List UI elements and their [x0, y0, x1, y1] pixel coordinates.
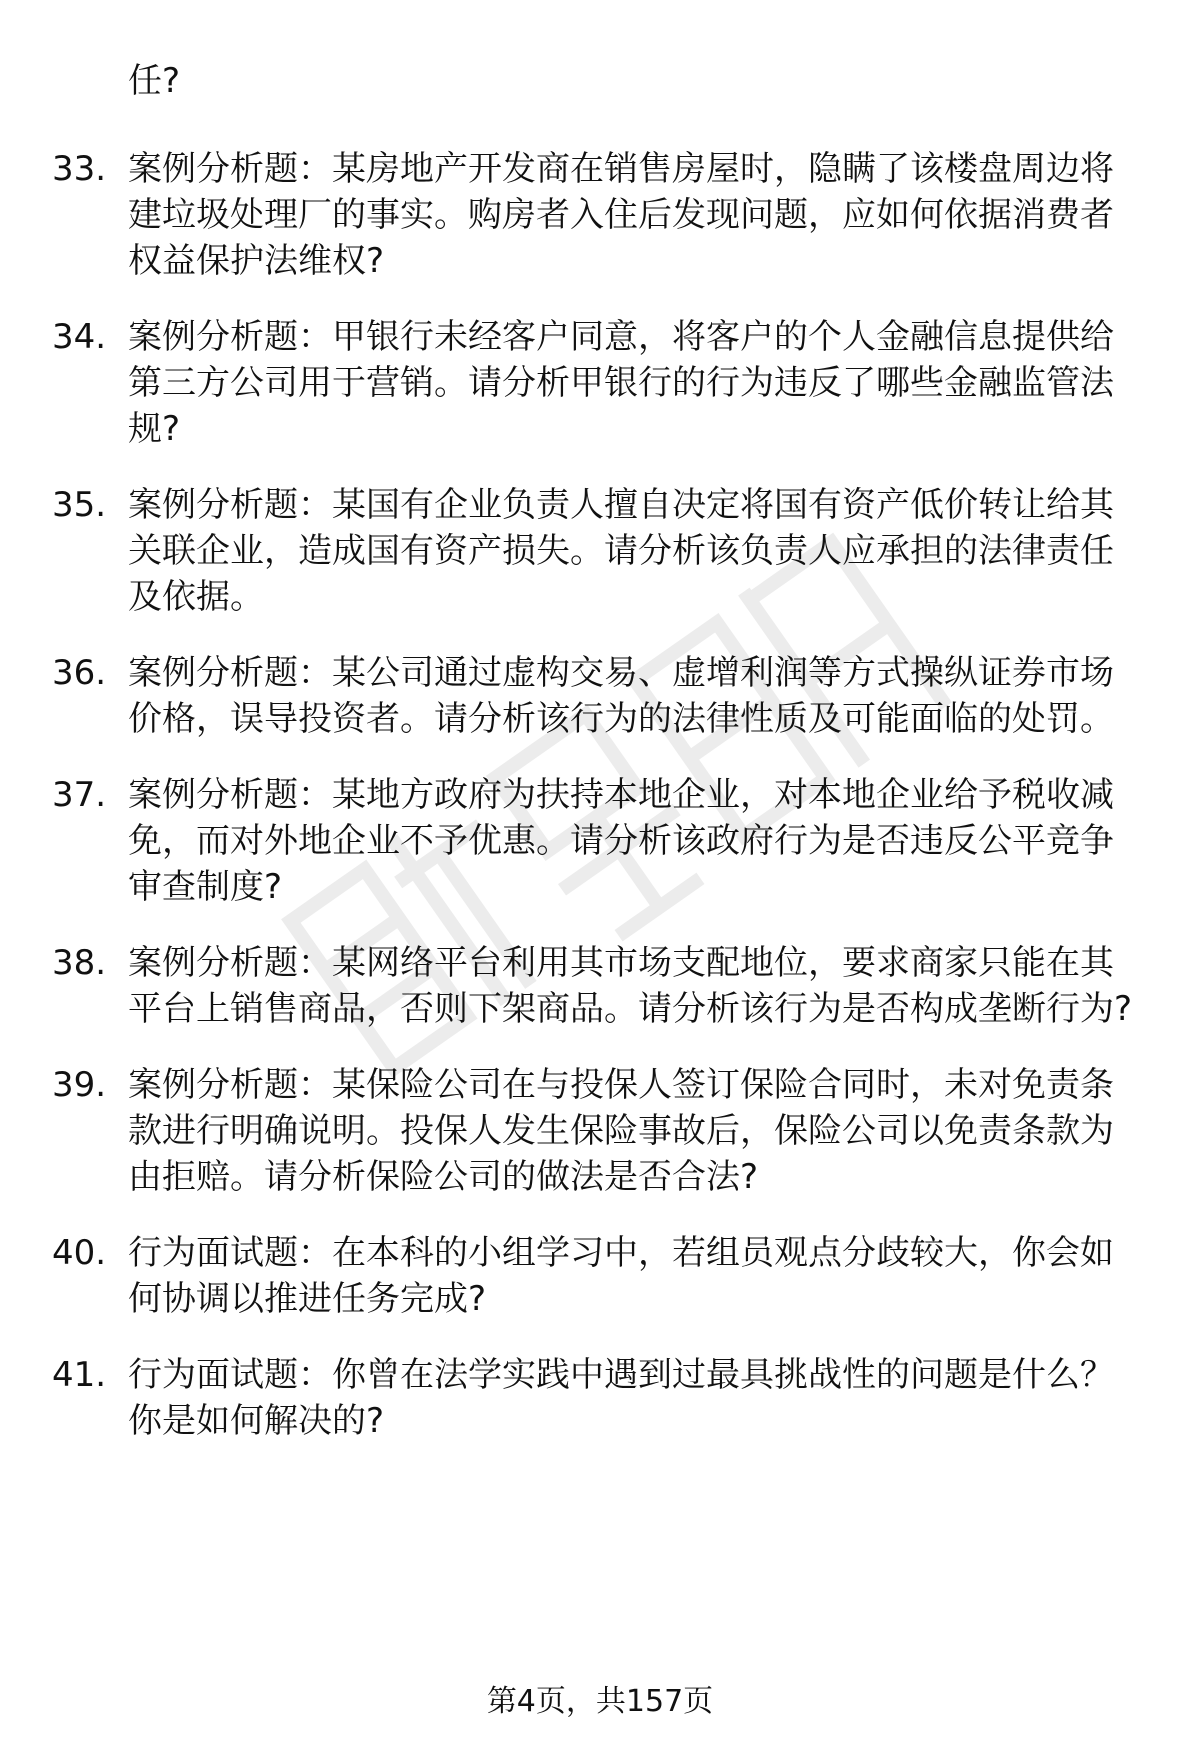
question-text: 案例分析题：某保险公司在与投保人签订保险合同时，未对免责条款进行明确说明。投保人发生保险事故后，保险公司以免责条款为由拒赔。请分析保险公司的做法是否合法?	[128, 1065, 1114, 1197]
question-number: 40.	[52, 1233, 107, 1273]
question-item	[0, 482, 1200, 620]
question-number: 37.	[52, 775, 107, 815]
question-item	[0, 1352, 1200, 1444]
question-number: 38.	[52, 943, 107, 983]
question-item	[0, 940, 1200, 1032]
question-number: 41.	[52, 1355, 107, 1395]
question-text: 案例分析题：某国有企业负责人擅自决定将国有资产低价转让给其关联企业，造成国有资产损失。请分析该负责人应承担的法律责任及依据。	[128, 485, 1114, 617]
question-item	[0, 772, 1200, 910]
question-item	[0, 650, 1200, 742]
question-text: 案例分析题：某地方政府为扶持本地企业，对本地企业给予税收减免，而对外地企业不予优惠。请分析该政府行为是否违反公平竞争审查制度?	[128, 775, 1114, 907]
question-list	[0, 146, 1200, 1474]
question-item	[0, 314, 1200, 452]
question-text: 行为面试题：你曾在法学实践中遇到过最具挑战性的问题是什么？你是如何解决的?	[128, 1355, 1114, 1441]
question-item	[0, 146, 1200, 284]
page-number-footer: 第4页，共157页	[486, 1684, 714, 1719]
question-number: 36.	[52, 653, 107, 693]
question-text: 行为面试题：在本科的小组学习中，若组员观点分歧较大，你会如何协调以推进任务完成?	[128, 1233, 1114, 1319]
question-text: 案例分析题：某房地产开发商在销售房屋时，隐瞒了该楼盘周边将建垃圾处理厂的事实。购房者入住后发现问题，应如何依据消费者权益保护法维权?	[128, 149, 1114, 281]
question-text: 案例分析题：某公司通过虚构交易、虚增利润等方式操纵证券市场价格，误导投资者。请分析该行为的法律性质及可能面临的处罚。	[128, 653, 1114, 739]
question-text: 案例分析题：甲银行未经客户同意，将客户的个人金融信息提供给第三方公司用于营销。请分析甲银行的行为违反了哪些金融监管法规?	[128, 317, 1114, 449]
question-text: 案例分析题：某网络平台利用其市场支配地位，要求商家只能在其平台上销售商品，否则下架商品。请分析该行为是否构成垄断行为?	[128, 943, 1133, 1029]
continued-question-text: 任?	[128, 61, 181, 101]
question-item	[0, 1230, 1200, 1322]
question-number: 34.	[52, 317, 107, 357]
question-number: 35.	[52, 485, 107, 525]
question-item	[0, 1062, 1200, 1200]
question-number: 39.	[52, 1065, 107, 1105]
question-number: 33.	[52, 149, 107, 189]
